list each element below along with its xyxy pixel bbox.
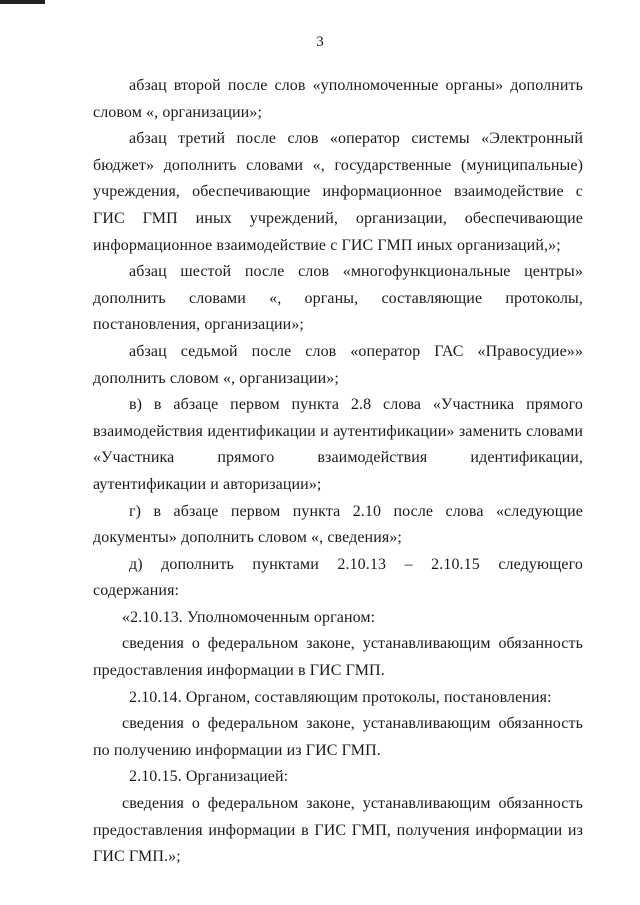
paragraph: сведения о федеральном законе, устанавливающим обязанность предоставления информации в ГИС ГМП, получения информации из ГИС ГМП.»;: [93, 795, 583, 866]
paragraph: сведения о федеральном законе, устанавливающим обязанность предоставления информации в ГИС ГМП.: [93, 635, 583, 680]
paragraph: в) в абзаце первом пункта 2.8 слова «Участника прямого взаимодействия идентификации и аутентификации» заменить словами «Участника прямого взаимодействия идентификации, аутентификации и авторизации»;: [93, 396, 583, 493]
paragraph: «2.10.13. Уполномоченным органом:: [122, 608, 376, 626]
paragraph: 2.10.14. Органом, составляющим протоколы, постановления:: [129, 688, 552, 706]
scan-corner-mark: [0, 0, 45, 4]
paragraph: абзац седьмой после слов «оператор ГАС «Правосудие»» дополнить словом «, организации»;: [93, 342, 583, 387]
page-number: 3: [316, 34, 324, 50]
paragraph: д) дополнить пунктами 2.10.13 – 2.10.15 следующего содержания:: [93, 555, 583, 600]
paragraph: сведения о федеральном законе, устанавливающим обязанность по получению информации из ГИС ГМП.: [93, 715, 583, 759]
paragraph: абзац шестой после слов «многофункциональные центры» дополнить словами «, органы, составляющие протоколы, постановления, организации»;: [93, 263, 583, 334]
paragraph: г) в абзаце первом пункта 2.10 после слова «следующие документы» дополнить словом «, сведения»;: [93, 502, 583, 547]
paragraph: 2.10.15. Организацией:: [129, 768, 289, 786]
document-body: [93, 73, 583, 871]
paragraph: абзац второй после слов «уполномоченные органы» дополнить словом «, организации»;: [93, 77, 583, 121]
paragraph: абзац третий после слов «оператор системы «Электронный бюджет» дополнить словами «, государственные (муниципальные) учреждения, обеспечивающие информационное взаимодействие с ГИС ГМП иных учреждений, организации, обеспечивающие информационное взаимодействие с ГИС ГМП иных организаций,»;: [93, 130, 583, 254]
